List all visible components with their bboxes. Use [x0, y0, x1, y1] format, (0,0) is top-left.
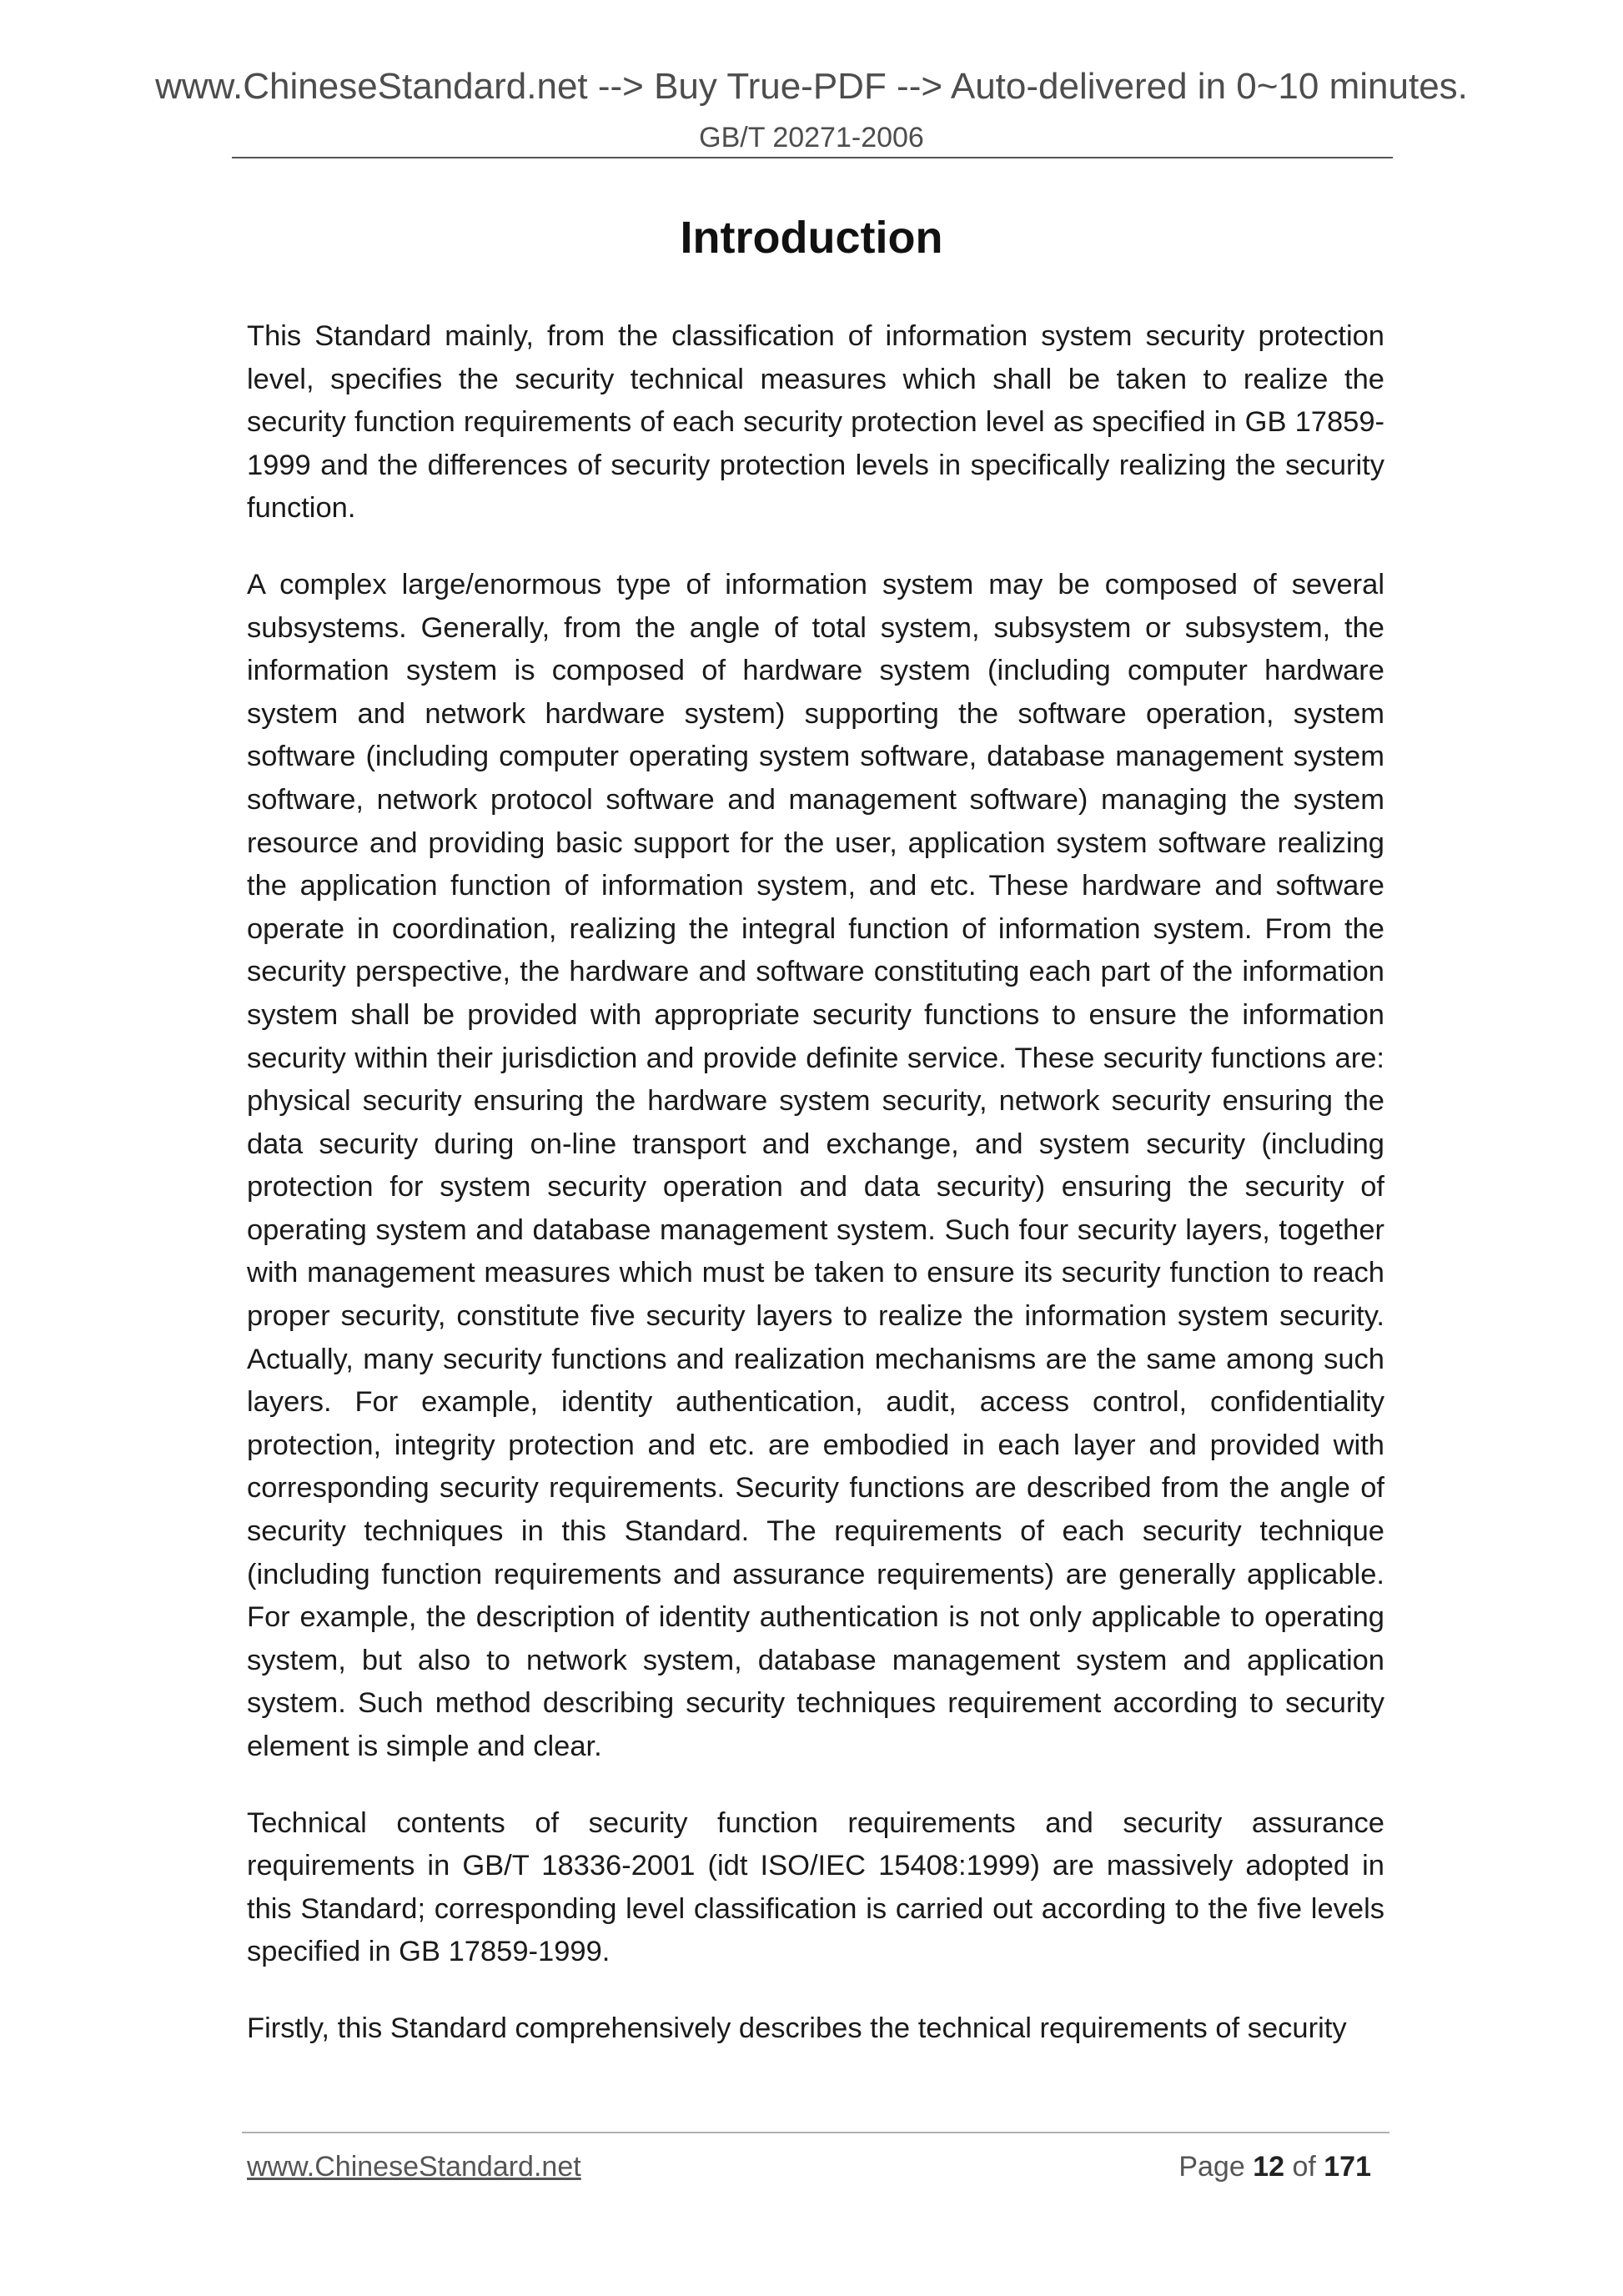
page-label: Page [1178, 2151, 1254, 2183]
paragraph-3: Technical contents of security function requirements and security assurance requirements in GB/T 18336-2001 (idt ISO/IEC 15408:1999) are massively adopted in this Standard; corresponding level classification is carried out according to the five levels specified in GB 17859-1999. [247, 1806, 1384, 1968]
footer-website-link[interactable]: www.ChineseStandard.net [247, 2151, 581, 2183]
paragraph-2: A complex large/enormous type of information system may be composed of several subsystems. Generally, from the angle of total system, subsystem or subsystem, the information system is composed of hardware system (including computer hardware system and network hardware system) supporting the software operation, system software (including computer operating system software, database management system software, network protocol software and management software) managing the system resource and providing basic support for the user, application system software realizing the application function of information system, and etc. These hardware and software operate in coordination, realizing the integral function of information system. From the security perspective, the hardware and software constituting each part of the information system shall be provided with appropriate security functions to ensure the information security within their jurisdiction and provide definite service. These security functions are: physical security ensuring the hardware system security, network security ensuring the data security during on-line transport and exchange, and system security (including protection for system security operation and data security) ensuring the security of operating system and database management system. Such four security layers, together with management measures which must be taken to ensure its security function to reach proper security, constitute five security layers to realize the information system security. Actually, many security functions and realization mechanisms are the same among such layers. For example, identity authentication, audit, access control, confidentiality protection, integrity protection and etc. are embodied in each layer and provided with corresponding security requirements. Security functions are described from the angle of security techniques in this Standard. The requirements of each security technique (including function requirements and assurance requirements) are generally applicable. For example, the description of identity authentication is not only applicable to operating system, but also to network system, database management system and application system. Such method describing security techniques requirement according to security element is simple and clear. [247, 568, 1384, 1762]
page-title: Introduction [680, 213, 943, 263]
top-banner: www.ChineseStandard.net --> Buy True-PDF --> Auto-delivered in 0~10 minutes. [155, 66, 1468, 107]
paragraph-4: Firstly, this Standard comprehensively describes the technical requirements of security [247, 2012, 1347, 2044]
page-of-label: of [1284, 2151, 1324, 2183]
total-pages-number: 171 [1324, 2151, 1371, 2183]
paragraph-1: This Standard mainly, from the classification of information system security protection level, specifies the security technical measures which shall be taken to realize the security function requirements of each security protection level as specified in GB 17859-1999 and the differences of security protection levels in specifically realizing the security function. [247, 320, 1384, 525]
body-text [247, 315, 1384, 2084]
current-page-number: 12 [1253, 2151, 1285, 2183]
page-indicator [1178, 2148, 1371, 2185]
footer-divider [242, 2132, 1389, 2133]
header-divider [232, 157, 1393, 158]
standard-number: GB/T 20271-2006 [699, 122, 924, 153]
